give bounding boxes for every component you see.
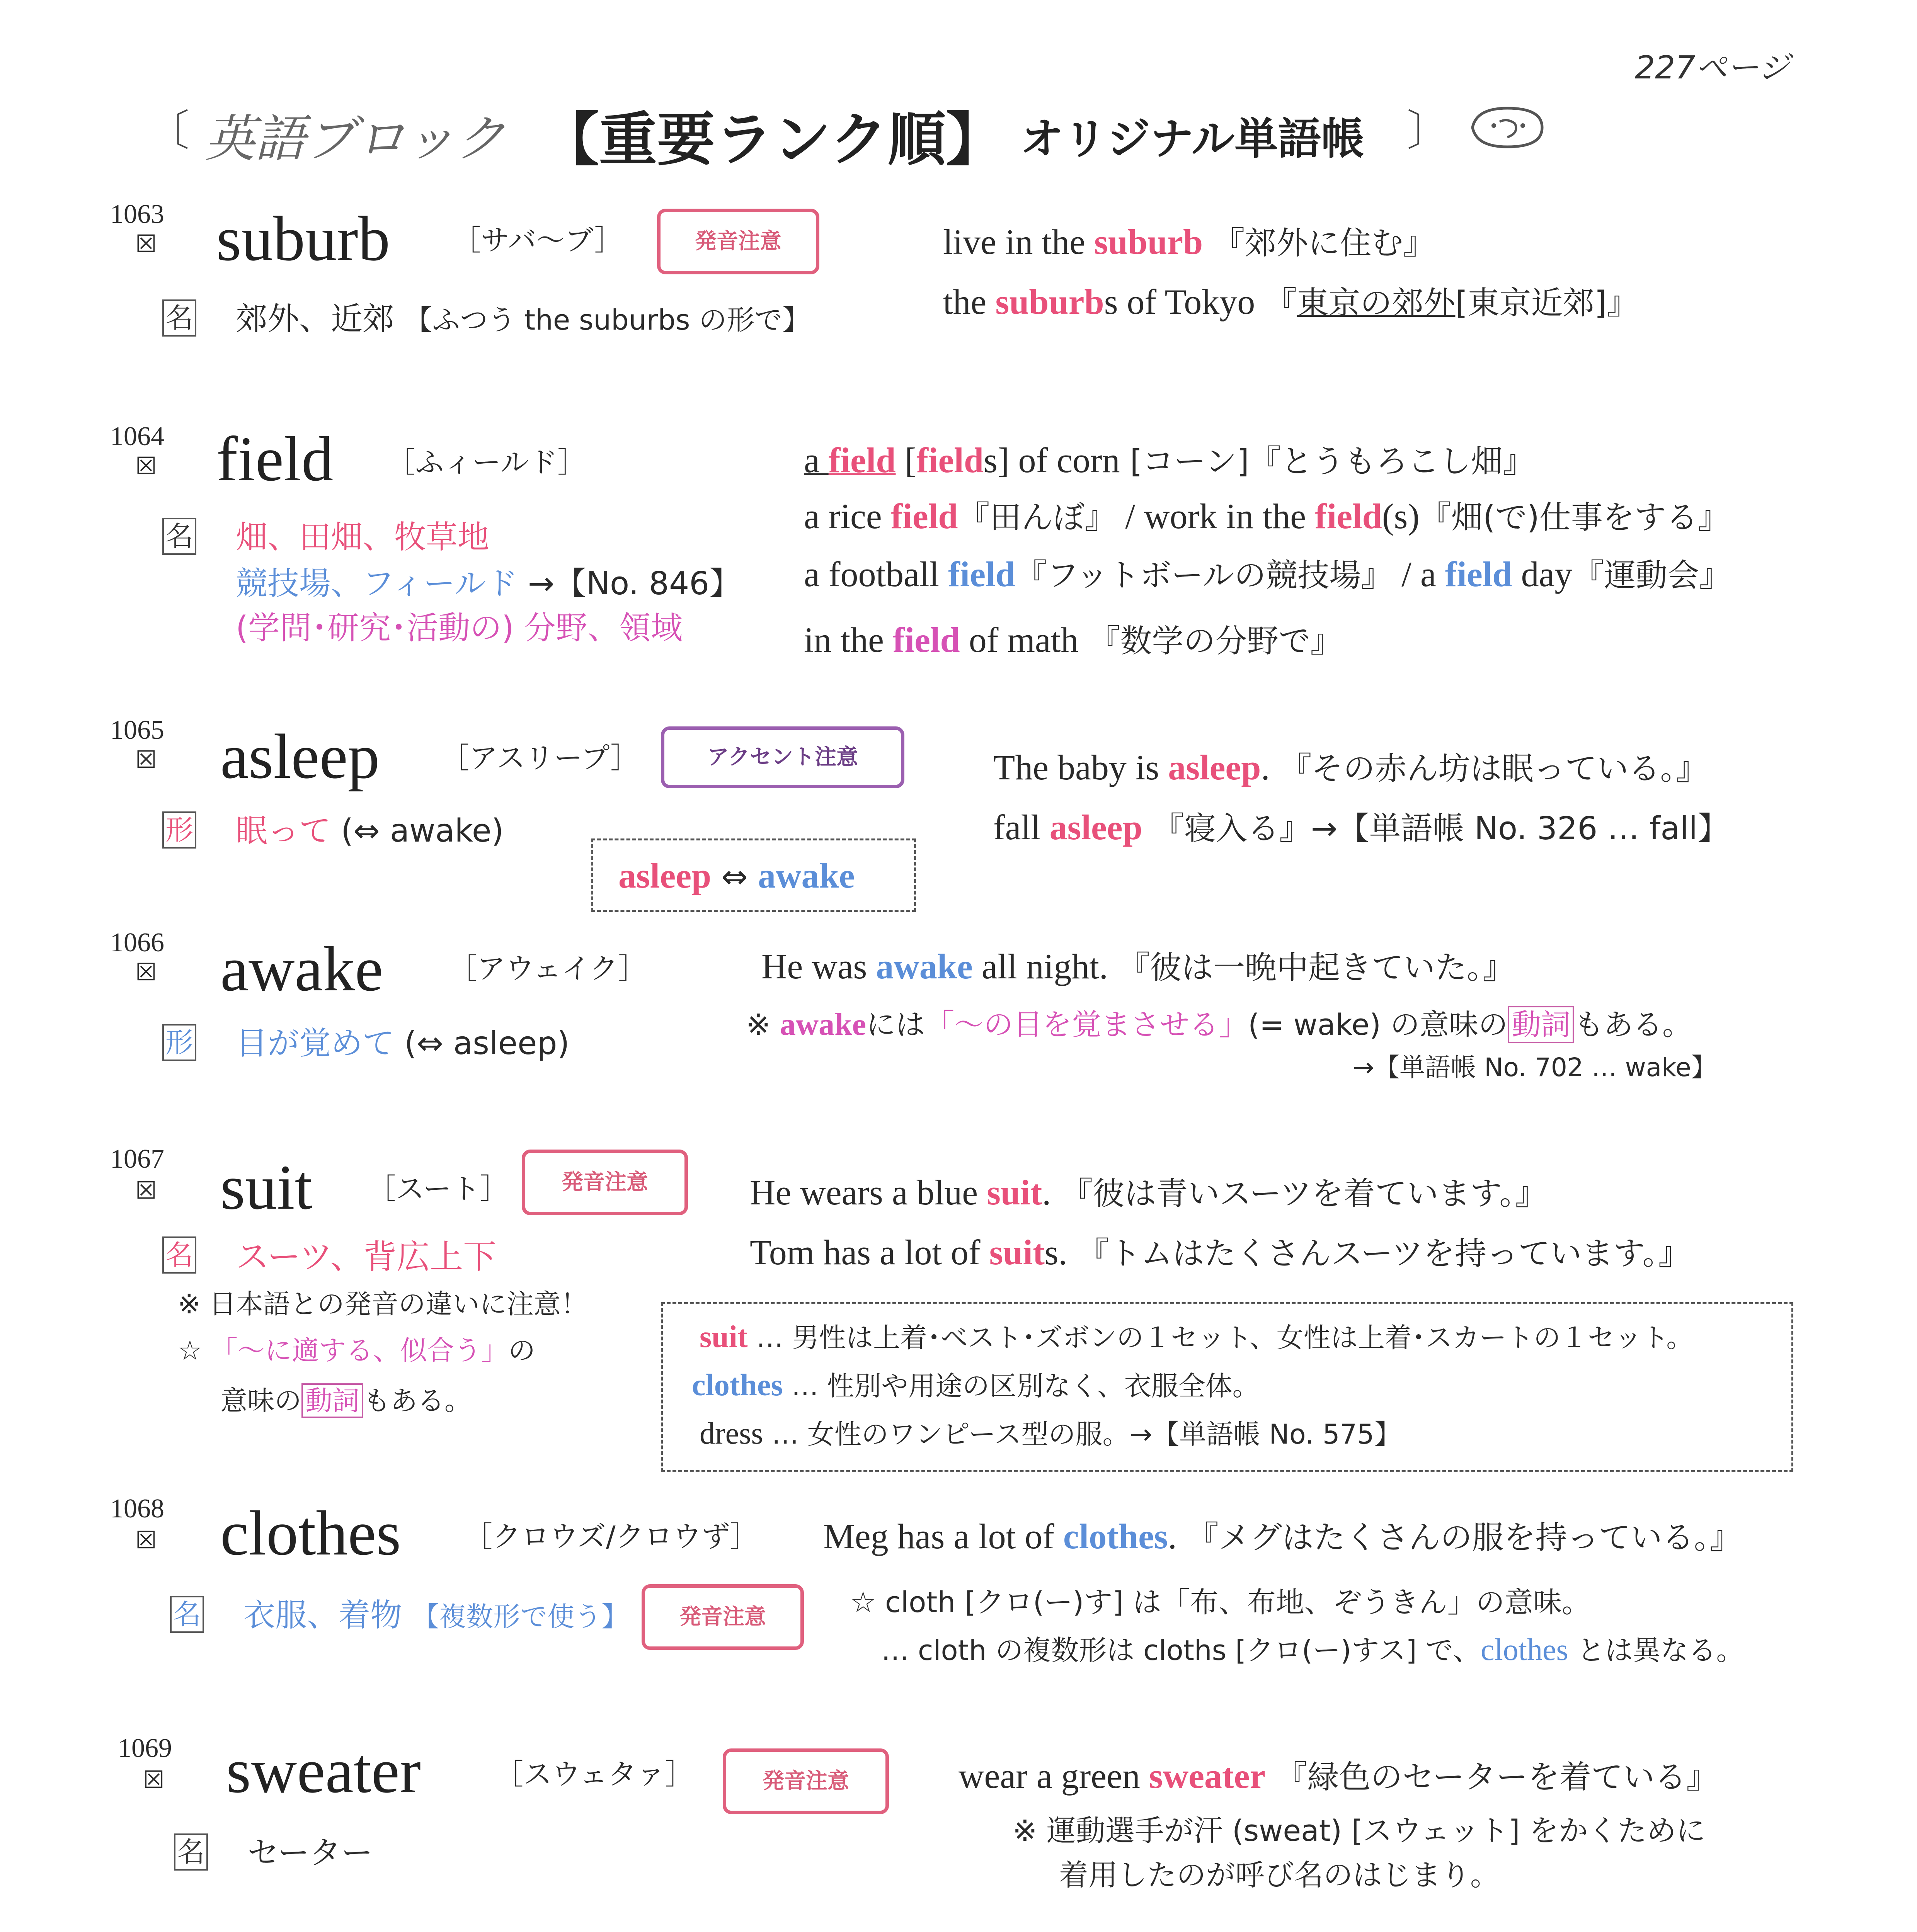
meaning-note: (⇔ asleep) <box>404 1025 570 1062</box>
meaning: 畑、田畑、牧草地 <box>236 519 490 556</box>
keyword: clothes <box>1063 1517 1168 1556</box>
comparison-row <box>700 1321 1693 1352</box>
pronunciation: ［スウェタァ］ <box>495 1758 694 1791</box>
pos-noun-icon: 名 <box>162 299 196 337</box>
keyword: field <box>1315 497 1382 536</box>
pos-noun-icon: 名 <box>174 1833 208 1871</box>
comparison-text: … 性別や用途の区別なく、衣服全体。 <box>783 1370 1260 1402</box>
entry-number: 1067 <box>110 1144 164 1174</box>
pos-adjective-icon: 形 <box>162 1024 196 1061</box>
example <box>823 1519 1742 1554</box>
headword: suburb <box>216 203 390 274</box>
meaning <box>236 815 504 847</box>
example-en: wear a green <box>958 1756 1149 1796</box>
verb-box: 動詞 <box>1508 1006 1574 1043</box>
pronunciation: ［クロウズ/クロウず］ <box>464 1520 759 1553</box>
pos-noun-icon: 名 <box>162 518 196 555</box>
meaning <box>236 303 810 335</box>
contrast-text <box>618 858 855 893</box>
keyword: awake <box>876 947 973 986</box>
example-en: day <box>1512 554 1573 594</box>
entry-number: 1066 <box>110 928 164 957</box>
note-mark: ※ <box>746 1007 771 1042</box>
example-ja: 『数学の分野で』 <box>1088 623 1342 660</box>
header-bracket-open: 〔 <box>147 106 189 155</box>
pronunciation-caution-badge: 発音注意 <box>723 1748 889 1814</box>
headword: clothes <box>220 1498 401 1568</box>
example-en: a football <box>804 554 948 594</box>
header-title: 【重要ランク順】 <box>541 106 1004 173</box>
usage-note <box>178 1337 535 1364</box>
example <box>804 556 1731 592</box>
headword: awake <box>220 934 383 1004</box>
example-en: a <box>804 440 829 480</box>
example-en: / a <box>1393 554 1445 594</box>
keyword: suit <box>700 1320 748 1354</box>
example-ja: 『トムはたくさんスーツを持っています。』 <box>1077 1235 1690 1272</box>
meaning-text: 競技場、フィールド <box>236 565 518 602</box>
note-text: もある。 <box>363 1385 472 1417</box>
example-ja: 『彼は一晩中起きていた。』 <box>1118 949 1514 986</box>
meaning-note: 【ふつう the suburbs の形で】 <box>404 304 810 336</box>
note-text: … cloth の複数形は cloths [クロ(ー)すス] で、 <box>881 1634 1481 1667</box>
example-en: a rice <box>804 497 891 536</box>
keyword: awake <box>780 1007 867 1042</box>
note-text: 意味の <box>220 1385 301 1417</box>
note-highlight: 「～に適する、似合う」 <box>211 1335 509 1366</box>
pos-noun-icon: 名 <box>162 1236 196 1274</box>
note-mark: ☆ <box>178 1335 202 1366</box>
page-number: 227ページ <box>1635 49 1790 86</box>
example-en: s. <box>1044 1233 1067 1272</box>
example-en: He was <box>761 947 876 986</box>
checkbox-icon[interactable]: ☒ <box>135 452 157 480</box>
pronunciation: ［スート］ <box>367 1172 509 1206</box>
example-en: The baby is <box>993 748 1168 787</box>
mascot-icon <box>1465 102 1550 154</box>
entry-number: 1068 <box>110 1494 164 1524</box>
contrast-arrow: ⇔ <box>721 859 748 895</box>
example-en: in the <box>804 620 893 660</box>
example-en: / work in the <box>1116 497 1315 536</box>
headword: asleep <box>220 721 380 792</box>
usage-note <box>746 1009 1692 1040</box>
meaning-text: 衣服、着物 <box>243 1597 402 1634</box>
example-en: [ <box>896 440 917 480</box>
meaning: (学問･研究･活動の) 分野、領域 <box>236 610 683 646</box>
keyword: field <box>828 440 896 480</box>
header-bracket-close: 〕 <box>1407 106 1449 155</box>
example-en: Tom has a lot of <box>750 1233 989 1272</box>
example <box>761 949 1514 984</box>
headword: field <box>216 423 334 494</box>
example-en: . <box>1261 748 1270 787</box>
meaning-note: (⇔ awake) <box>341 813 504 849</box>
usage-note: ※ 日本語との発音の違いに注意！ <box>178 1288 588 1320</box>
pronunciation: ［ふィールド］ <box>386 446 586 479</box>
keyword: field <box>916 440 984 480</box>
pronunciation: ［アスリープ］ <box>441 742 639 775</box>
meaning: セーター <box>247 1835 373 1871</box>
example-ja: 『田んぼ』 <box>958 499 1117 536</box>
meaning-text: 郊外、近郊 <box>236 301 395 337</box>
pronunciation: ［サバ～ブ］ <box>452 224 623 257</box>
example-ja: 『畑(で)仕事をする』 <box>1419 499 1730 536</box>
entry-number: 1069 <box>118 1733 172 1763</box>
meaning-text: 眠って <box>236 813 331 849</box>
example <box>943 284 1638 320</box>
checkbox-icon[interactable]: ☒ <box>135 1176 157 1204</box>
example-ja: [東京近郊]』 <box>1455 285 1639 321</box>
example-ja: 『フットボールの競技場』 <box>1015 557 1393 594</box>
keyword: suburb <box>995 282 1104 321</box>
usage-note: 着用したのが呼び名のはじまり。 <box>1059 1858 1500 1892</box>
example-ja: 『郊外に住む』 <box>1213 225 1435 262</box>
pronunciation-caution-badge: 発音注意 <box>657 209 819 274</box>
example-ja: 『メグはたくさんの服を持っている。』 <box>1187 1519 1742 1556</box>
note-text: には <box>866 1007 925 1042</box>
example-en: s] of corn <box>984 440 1120 480</box>
checkbox-icon[interactable]: ☒ <box>135 230 157 258</box>
meaning <box>236 565 741 602</box>
meaning: スーツ、背広上下 <box>236 1238 497 1276</box>
comparison-text: … 女性のワンピース型の服。→【単語帳 No. 575】 <box>763 1418 1401 1450</box>
header-brand: 英語ブロック <box>205 109 506 168</box>
entry-number: 1064 <box>110 422 164 451</box>
checkbox-icon[interactable]: ☒ <box>135 1526 157 1554</box>
checkbox-icon[interactable]: ☒ <box>143 1765 165 1794</box>
example-en: all night. <box>972 947 1108 986</box>
keyword: clothes <box>692 1368 783 1402</box>
example-ja: 『運動会』 <box>1572 557 1731 594</box>
meaning <box>236 1025 570 1062</box>
usage-note <box>220 1385 472 1417</box>
note-highlight: 「～の目を覚まさせる」 <box>925 1007 1248 1042</box>
example <box>993 810 1729 845</box>
usage-note: ※ 運動選手が汗 (sweat) [スウェット] をかくために <box>1013 1813 1706 1848</box>
comparison-row <box>692 1370 1260 1401</box>
verb-box: 動詞 <box>301 1383 363 1418</box>
keyword: field <box>890 497 958 536</box>
meaning <box>243 1597 629 1634</box>
keyword: suit <box>989 1233 1045 1272</box>
header-subtitle: オリジナル単語帳 <box>1020 114 1365 164</box>
entry-number: 1065 <box>110 715 164 745</box>
example-en: live in the <box>943 222 1094 262</box>
example-ja: 『その赤ん坊は眠っている。』 <box>1280 750 1708 787</box>
checkbox-icon[interactable]: ☒ <box>135 958 157 986</box>
keyword: asleep <box>1168 748 1261 787</box>
note-text: (= wake) の意味の <box>1248 1007 1508 1042</box>
example <box>804 442 1534 478</box>
headword: suit <box>220 1152 313 1223</box>
keyword: dress <box>700 1417 763 1451</box>
usage-note <box>881 1634 1744 1665</box>
pronunciation-caution-badge: 発音注意 <box>522 1150 688 1215</box>
pronunciation: ［アウェイク］ <box>448 952 647 985</box>
example-en: He wears a blue <box>750 1173 987 1212</box>
reference: →【単語帳 No. 702 … wake】 <box>1353 1053 1717 1082</box>
keyword: suburb <box>1094 222 1203 262</box>
headword: sweater <box>226 1735 421 1806</box>
keyword: suit <box>987 1173 1042 1212</box>
example-ja: [コーン]『とうもろこし畑』 <box>1130 443 1534 480</box>
pos-adjective-icon: 形 <box>162 811 196 849</box>
example <box>750 1175 1547 1210</box>
note-text: とは異なる。 <box>1568 1634 1744 1667</box>
example-en: s of Tokyo <box>1104 282 1255 321</box>
example <box>804 498 1730 534</box>
keyword: field <box>948 554 1015 594</box>
example-en: (s) <box>1382 497 1420 536</box>
checkbox-icon[interactable]: ☒ <box>135 745 157 774</box>
example-en: of math <box>960 620 1079 660</box>
example-en: . <box>1042 1173 1051 1212</box>
pronunciation-caution-badge: 発音注意 <box>642 1584 804 1650</box>
keyword: clothes <box>1481 1633 1568 1667</box>
example <box>750 1235 1690 1270</box>
keyword: asleep <box>1049 808 1142 847</box>
example <box>804 622 1342 658</box>
example-ja: 『緑色のセーターを着ている』 <box>1275 1759 1718 1796</box>
example <box>943 224 1435 260</box>
pos-noun-icon: 名 <box>170 1596 204 1633</box>
example-ja: 『寝入る』→【単語帳 No. 326 … fall】 <box>1152 810 1730 847</box>
comparison-row <box>700 1418 1401 1449</box>
example-en: Meg has a lot of <box>823 1517 1063 1556</box>
note-text: もある。 <box>1574 1007 1692 1042</box>
keyword: sweater <box>1149 1756 1266 1796</box>
example-en: fall <box>993 808 1050 847</box>
entry-number: 1063 <box>110 199 164 229</box>
keyword: asleep <box>618 856 712 895</box>
note-text: の <box>508 1335 536 1366</box>
example-en: . <box>1168 1517 1177 1556</box>
accent-caution-badge: アクセント注意 <box>661 726 904 788</box>
keyword: field <box>1445 554 1512 594</box>
example-en: the <box>943 282 996 321</box>
example-ja: 『 <box>1265 285 1297 321</box>
meaning-note: 【複数形で使う】 <box>412 1601 629 1633</box>
keyword: awake <box>758 856 855 895</box>
example <box>993 750 1708 785</box>
example-ja-underlined: 東京の郊外 <box>1297 285 1456 321</box>
example <box>958 1758 1718 1794</box>
comparison-text: … 男性は上着･ベスト･ズボンの１セット、女性は上着･スカートの１セット。 <box>747 1322 1694 1354</box>
keyword: field <box>892 620 960 660</box>
example-ja: 『彼は青いスーツを着ています。』 <box>1061 1175 1547 1212</box>
usage-note: ☆ cloth [クロ(ー)す] は「布、布地、ぞうきん」の意味。 <box>850 1586 1590 1619</box>
meaning-ref: →【No. 846】 <box>528 565 741 602</box>
meaning-text: 目が覚めて <box>236 1025 395 1062</box>
